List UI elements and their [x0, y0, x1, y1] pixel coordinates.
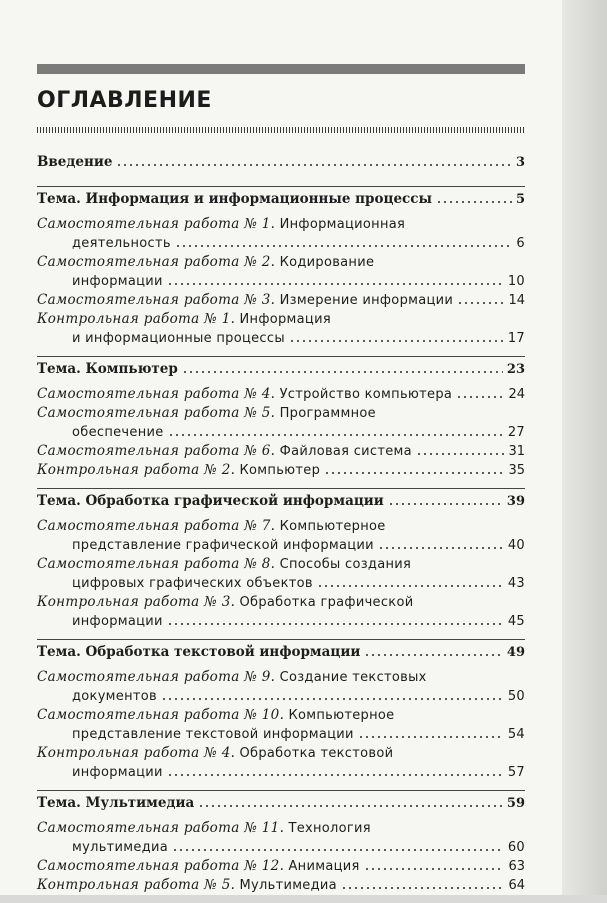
entry-title-continued: документов: [72, 689, 157, 704]
page-number: 63: [508, 859, 525, 874]
dot-leader: [364, 653, 502, 657]
work-type: Самостоятельная работа № 10.: [37, 707, 285, 723]
entry-line: [37, 291, 525, 310]
dot-leader: [168, 433, 504, 437]
entry-title-continued: и информационные процессы: [72, 331, 285, 346]
dot-leader: [456, 395, 504, 399]
entry-title-continued: представление графической информации: [72, 538, 374, 553]
dot-leader: [167, 622, 504, 626]
entry-title: Компьютерное: [288, 708, 395, 723]
entry-line: [37, 253, 525, 272]
entry-title: Компьютерное: [279, 519, 386, 534]
entry-line: [37, 687, 525, 706]
entry-title: Информация: [239, 312, 331, 327]
entry-title-continued: мультимедиа: [72, 840, 169, 855]
work-type: Самостоятельная работа № 11.: [37, 820, 285, 836]
work-type: Самостоятельная работа № 2.: [37, 254, 276, 270]
toc-entry: [37, 253, 525, 291]
work-type: Самостоятельная работа № 3.: [37, 292, 276, 308]
entry-line: [37, 215, 525, 234]
toc-entry: [37, 857, 525, 876]
title-underline: [37, 127, 525, 133]
entry-line: [37, 404, 525, 423]
toc-section: [37, 187, 525, 357]
entry-title-continued: информации: [72, 614, 163, 629]
page-number: 27: [507, 425, 525, 440]
work-type: Контрольная работа № 3.: [37, 594, 236, 610]
page-number: 5: [515, 192, 525, 207]
entry-line: [37, 536, 525, 555]
page-number: 64: [508, 878, 525, 893]
topic-title: Тема. Компьютер: [37, 361, 178, 377]
entry-title: Мультимедиа: [239, 878, 337, 893]
entry-title-continued: деятельность: [72, 236, 171, 251]
toc-section: [37, 489, 525, 640]
page-number: 49: [506, 645, 525, 660]
entry-title: Файловая система: [279, 444, 412, 459]
entry-line: [37, 612, 525, 631]
toc-entry: [37, 819, 525, 857]
entry-title: Измерение информации: [279, 293, 454, 308]
entry-title-continued: информации: [72, 765, 163, 780]
entry-title: Программное: [279, 406, 376, 421]
entry-line: [37, 574, 525, 593]
entry-title: Компьютер: [239, 463, 321, 478]
dot-leader: [341, 886, 505, 890]
entry-line: [37, 668, 525, 687]
toc-entry: [37, 442, 525, 461]
dot-leader: [167, 773, 504, 777]
dot-leader: [324, 471, 504, 475]
entry-line: [37, 442, 525, 461]
topic-title: Введение: [37, 154, 113, 170]
page-number: 17: [507, 331, 525, 346]
dot-leader: [457, 301, 504, 305]
toc-entry: [37, 517, 525, 555]
page-number: 50: [507, 689, 525, 704]
page-number: 60: [507, 840, 525, 855]
entry-title: Технология: [288, 821, 371, 836]
entry-line: [37, 857, 525, 876]
dot-leader: [172, 848, 504, 852]
toc-entry: [37, 461, 525, 480]
page-number: 35: [508, 463, 525, 478]
entry-title: Анимация: [288, 859, 360, 874]
work-type: Самостоятельная работа № 4.: [37, 386, 276, 402]
work-type: Самостоятельная работа № 9.: [37, 669, 276, 685]
page-edge: [562, 0, 607, 895]
entry-title-continued: информации: [72, 274, 163, 289]
dot-leader: [436, 200, 512, 204]
dot-leader: [161, 697, 504, 701]
page-number: 3: [515, 155, 525, 170]
work-type: Контрольная работа № 2.: [37, 462, 236, 478]
page-number: 40: [507, 538, 525, 553]
toc-topic: [37, 190, 525, 209]
toc-entry: [37, 404, 525, 442]
work-type: Самостоятельная работа № 8.: [37, 556, 276, 572]
toc-entry: [37, 744, 525, 782]
dot-leader: [388, 502, 503, 506]
header-bar: [37, 64, 525, 74]
page-number: 24: [508, 387, 525, 402]
entry-title: Создание текстовых: [279, 670, 427, 685]
entry-title: Информационная: [279, 217, 406, 232]
page-number: 10: [507, 274, 525, 289]
toc-topic: [37, 360, 525, 379]
toc-entry: [37, 706, 525, 744]
toc-entry: [37, 291, 525, 310]
entry-title-continued: цифровых графических объектов: [72, 576, 313, 591]
work-type: Контрольная работа № 4.: [37, 745, 236, 761]
toc-section: [37, 640, 525, 791]
entry-title-continued: обеспечение: [72, 425, 164, 440]
toc-topic: [37, 153, 525, 172]
toc-section: [37, 357, 525, 489]
toc-entry: [37, 668, 525, 706]
toc-section: [37, 791, 525, 903]
work-type: Самостоятельная работа № 12.: [37, 858, 285, 874]
entry-line: [37, 517, 525, 536]
entry-line: [37, 763, 525, 782]
dot-leader: [182, 370, 503, 374]
entry-title: Способы создания: [279, 557, 412, 572]
entry-line: [37, 461, 525, 480]
page-number: 31: [508, 444, 525, 459]
page-number: 57: [507, 765, 525, 780]
work-type: Самостоятельная работа № 5.: [37, 405, 276, 421]
entry-line: [37, 555, 525, 574]
work-type: Контрольная работа № 1.: [37, 311, 236, 327]
page-title: ОГЛАВЛЕНИЕ: [37, 88, 212, 113]
toc-topic: [37, 794, 525, 813]
dot-leader: [378, 546, 504, 550]
topic-title: Тема. Обработка графической информации: [37, 493, 384, 509]
page-number: 45: [507, 614, 525, 629]
work-type: Контрольная работа № 5.: [37, 877, 236, 893]
page-number: 14: [508, 293, 525, 308]
topic-title: Тема. Обработка текстовой информации: [37, 644, 361, 660]
entry-line: [37, 423, 525, 442]
page-number: 54: [507, 727, 525, 742]
dot-leader: [167, 282, 504, 286]
entry-line: [37, 744, 525, 763]
page-number: 43: [507, 576, 525, 591]
toc-entry: [37, 593, 525, 631]
dot-leader: [175, 244, 513, 248]
toc-entry: [37, 876, 525, 895]
dot-leader: [358, 735, 504, 739]
page-number: 6: [516, 236, 525, 251]
page-number: 23: [506, 362, 525, 377]
topic-title: Тема. Мультимедиа: [37, 795, 195, 811]
entry-line: [37, 593, 525, 612]
entry-line: [37, 838, 525, 857]
dot-leader: [317, 584, 504, 588]
dot-leader: [198, 804, 503, 808]
entry-line: [37, 329, 525, 348]
toc-section: [37, 150, 525, 187]
work-type: Самостоятельная работа № 6.: [37, 443, 276, 459]
work-type: Самостоятельная работа № 1.: [37, 216, 276, 232]
entry-title: Обработка текстовой: [239, 746, 394, 761]
entry-line: [37, 706, 525, 725]
work-type: Самостоятельная работа № 7.: [37, 518, 276, 534]
topic-title: Тема. Информация и информационные процессы: [37, 191, 433, 207]
entry-line: [37, 272, 525, 291]
page-number: 39: [506, 494, 525, 509]
toc-entry: [37, 215, 525, 253]
entry-line: [37, 310, 525, 329]
entry-line: [37, 385, 525, 404]
entry-line: [37, 725, 525, 744]
toc-entry: [37, 555, 525, 593]
toc-entry: [37, 385, 525, 404]
entry-line: [37, 234, 525, 253]
entry-title: Обработка графической: [239, 595, 414, 610]
entry-title: Устройство компьютера: [279, 387, 453, 402]
toc-topic: [37, 643, 525, 662]
dot-leader: [416, 452, 505, 456]
entry-title: Кодирование: [279, 255, 375, 270]
page-number: 59: [506, 796, 525, 811]
toc-entry: [37, 310, 525, 348]
dot-leader: [289, 339, 504, 343]
table-of-contents: [37, 150, 525, 903]
dot-leader: [116, 163, 512, 167]
entry-line: [37, 876, 525, 895]
entry-line: [37, 819, 525, 838]
toc-topic: [37, 492, 525, 511]
dot-leader: [364, 867, 505, 871]
entry-title-continued: представление текстовой информации: [72, 727, 354, 742]
